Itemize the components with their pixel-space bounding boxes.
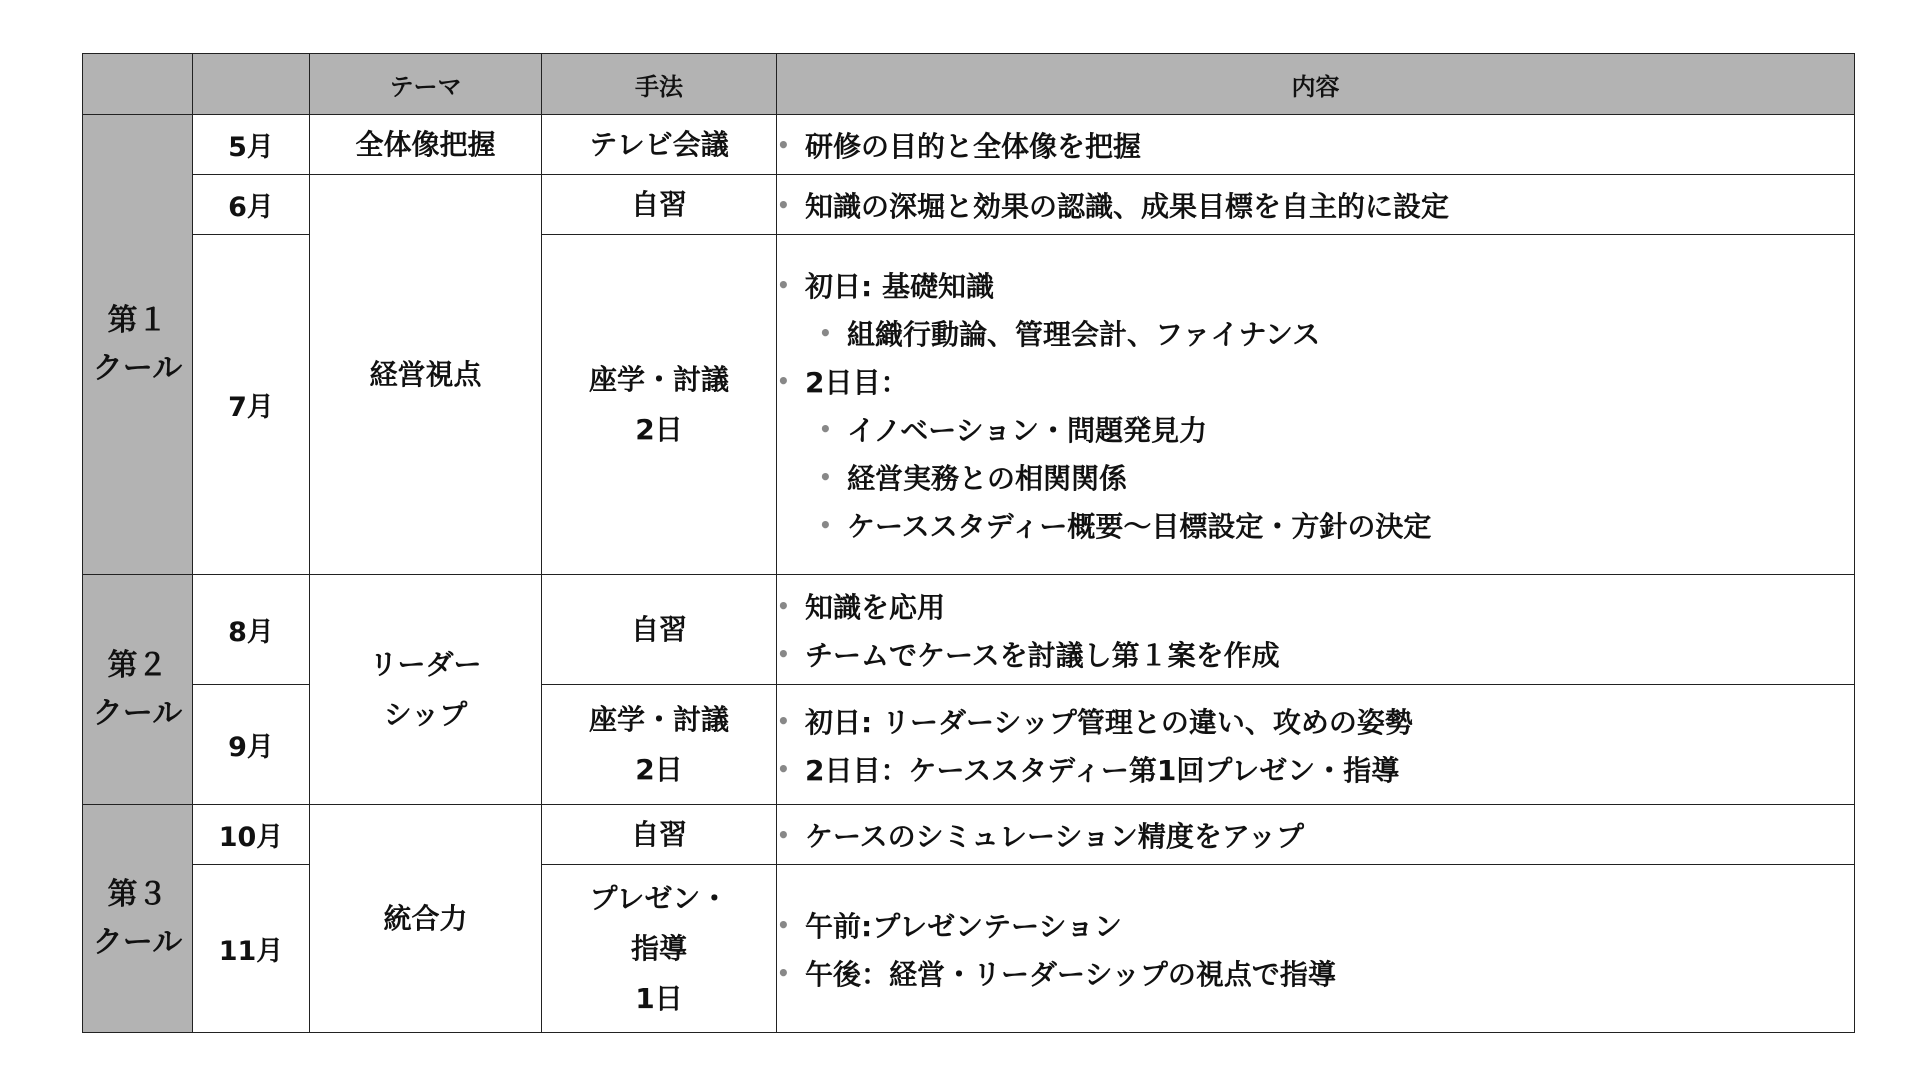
bullet-item — [777, 261, 1854, 309]
month-cell: 9月 — [193, 685, 310, 805]
theme-cell — [310, 115, 542, 175]
content-cell — [777, 865, 1855, 1033]
month-cell: 7月 — [193, 235, 310, 575]
bullet-text: ケーススタディー概要〜目標設定・方針の決定 — [847, 509, 1432, 543]
header-content: 内容 — [777, 54, 1855, 115]
month-cell: 8月 — [193, 575, 310, 685]
sub-bullet-item — [777, 309, 1854, 357]
cool-label: クール — [92, 350, 183, 386]
content-cell — [777, 115, 1855, 175]
month-cell: 10月 — [193, 805, 310, 865]
bullet-text: 研修の目的と全体像を把握 — [805, 129, 1142, 163]
bullet-text: 初日: 基礎知識 — [805, 269, 994, 303]
method-label: プレゼン・ — [589, 881, 729, 915]
cool-label: 第３ — [107, 876, 168, 912]
bullet-icon: • — [777, 912, 790, 937]
method-label: 自習 — [630, 817, 687, 851]
schedule-table-container — [82, 53, 1854, 1033]
method-cell — [542, 575, 777, 685]
method-label: 指導 — [630, 931, 687, 965]
bullet-item — [777, 697, 1854, 745]
bullet-icon: • — [777, 192, 790, 217]
sub-bullet-item — [777, 405, 1854, 453]
sub-bullet-item — [777, 501, 1854, 549]
bullet-item — [777, 745, 1854, 793]
cool-label: クール — [92, 695, 183, 731]
bullet-item — [777, 811, 1854, 859]
month-cell: 11月 — [193, 865, 310, 1033]
cool-2-cell — [83, 575, 193, 805]
bullet-icon: • — [777, 641, 790, 666]
method-cell — [542, 805, 777, 865]
theme-cell — [310, 805, 542, 1033]
method-label: 2日 — [635, 752, 683, 786]
bullet-icon: • — [777, 368, 790, 393]
bullet-item — [777, 357, 1854, 405]
theme-label: リーダー — [369, 647, 482, 681]
method-label: 座学・討議 — [588, 362, 729, 396]
theme-label: シップ — [383, 697, 468, 731]
bullet-text: ケースのシミュレーション精度をアップ — [805, 819, 1304, 853]
theme-label: 統合力 — [383, 901, 468, 935]
method-label: 自習 — [630, 612, 687, 646]
content-cell — [777, 175, 1855, 235]
content-cell — [777, 805, 1855, 865]
bullet-text: 2日目： — [805, 365, 909, 399]
bullet-item — [777, 121, 1854, 169]
bullet-icon: • — [819, 416, 832, 441]
bullet-item — [777, 949, 1854, 997]
method-label: 2日 — [635, 412, 683, 446]
table-row — [83, 175, 1855, 235]
cool-label: 第２ — [107, 647, 168, 683]
month-cell: 6月 — [193, 175, 310, 235]
bullet-text: チームでケースを討議し第１案を作成 — [805, 638, 1280, 672]
header-method: 手法 — [542, 54, 777, 115]
content-cell — [777, 685, 1855, 805]
header-month — [193, 54, 310, 115]
cool-label: クール — [92, 924, 183, 960]
theme-cell — [310, 175, 542, 575]
theme-label: 全体像把握 — [355, 127, 496, 161]
method-cell — [542, 175, 777, 235]
bullet-text: 2日目：ケーススタディー第1回プレゼン・指導 — [805, 753, 1400, 787]
bullet-text: 知識を応用 — [805, 590, 946, 624]
bullet-item — [777, 181, 1854, 229]
content-cell — [777, 235, 1855, 575]
bullet-icon: • — [777, 272, 790, 297]
bullet-text: 組織行動論、管理会計、ファイナンス — [847, 317, 1321, 351]
bullet-item — [777, 901, 1854, 949]
cool-1-cell — [83, 115, 193, 575]
method-label: 自習 — [630, 187, 687, 221]
theme-cell — [310, 575, 542, 805]
table-row — [83, 805, 1855, 865]
sub-bullet-item — [777, 453, 1854, 501]
theme-label: 経営視点 — [369, 357, 482, 391]
cool-label: 第１ — [107, 302, 168, 338]
bullet-text: 初日: リーダーシップ管理との違い、攻めの姿勢 — [805, 705, 1413, 739]
method-label: 1日 — [635, 981, 683, 1015]
cool-3-cell — [83, 805, 193, 1033]
bullet-icon: • — [819, 320, 832, 345]
bullet-icon: • — [777, 822, 790, 847]
bullet-text: 午前:プレゼンテーション — [805, 909, 1122, 943]
header-cool — [83, 54, 193, 115]
bullet-icon: • — [777, 756, 790, 781]
method-cell — [542, 235, 777, 575]
bullet-icon: • — [777, 960, 790, 985]
bullet-text: 知識の深堀と効果の認識、成果目標を自主的に設定 — [805, 189, 1450, 223]
bullet-icon: • — [777, 708, 790, 733]
method-cell — [542, 865, 777, 1033]
training-schedule-table — [82, 53, 1855, 1033]
header-row — [83, 54, 1855, 115]
bullet-item — [777, 582, 1854, 630]
month-cell: 5月 — [193, 115, 310, 175]
bullet-text: 経営実務との相関関係 — [847, 461, 1128, 495]
bullet-item — [777, 630, 1854, 678]
method-label: 座学・討議 — [588, 702, 729, 736]
content-cell — [777, 575, 1855, 685]
bullet-icon: • — [819, 512, 832, 537]
bullet-icon: • — [819, 464, 832, 489]
table-row — [83, 115, 1855, 175]
method-label: テレビ会議 — [589, 127, 729, 161]
method-cell — [542, 685, 777, 805]
method-cell — [542, 115, 777, 175]
bullet-text: 午後：経営・リーダーシップの視点で指導 — [805, 957, 1336, 991]
bullet-text: イノベーション・問題発見力 — [847, 413, 1208, 447]
table-row — [83, 575, 1855, 685]
bullet-icon: • — [777, 132, 790, 157]
header-theme: テーマ — [310, 54, 542, 115]
bullet-icon: • — [777, 593, 790, 618]
